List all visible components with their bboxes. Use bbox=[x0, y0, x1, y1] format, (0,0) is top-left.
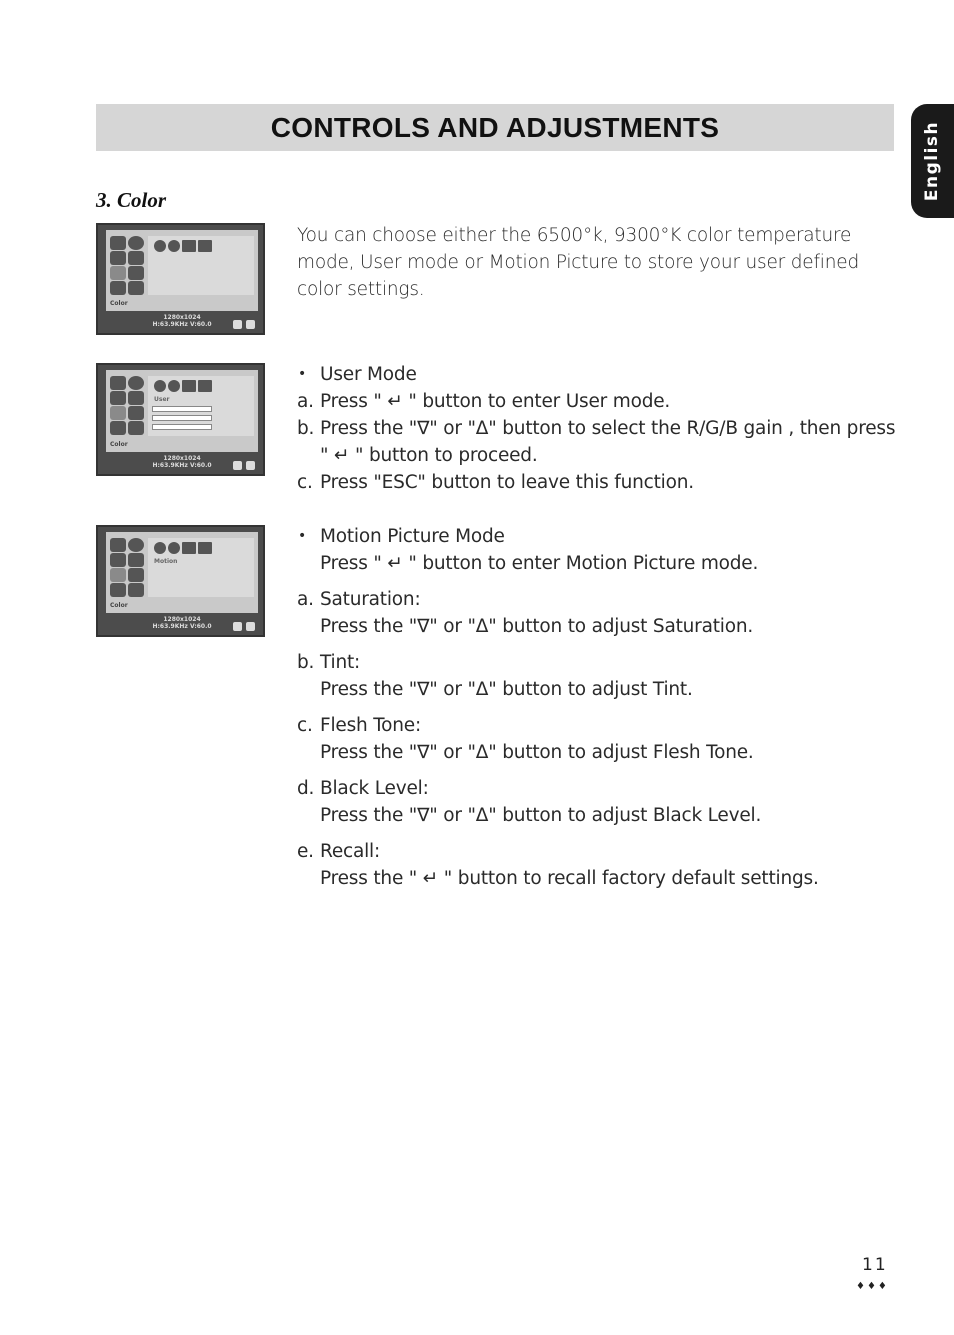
motion-mode-heading bbox=[297, 523, 897, 550]
item-marker: b. bbox=[297, 418, 315, 439]
language-tab bbox=[911, 104, 954, 218]
color-9300-icon bbox=[168, 542, 180, 554]
color-6500-icon bbox=[154, 542, 166, 554]
osd-screen bbox=[106, 370, 258, 452]
reset-icon bbox=[128, 421, 144, 435]
red-gain-bar bbox=[152, 406, 212, 412]
info-icon bbox=[128, 266, 144, 280]
osd-panel bbox=[148, 538, 254, 597]
page-title: CONTROLS AND ADJUSTMENTS bbox=[270, 111, 720, 143]
user-mode-list bbox=[297, 361, 897, 496]
osd-footer-icons bbox=[233, 320, 255, 329]
monitor-icon bbox=[128, 391, 144, 405]
list-item-desc bbox=[297, 739, 897, 766]
tool-icon bbox=[110, 391, 126, 405]
display-icon bbox=[110, 281, 126, 295]
display-icon bbox=[110, 421, 126, 435]
item-text: Press the "∇" or "Δ" button to adjust Tint. bbox=[320, 679, 693, 700]
info-icon bbox=[128, 406, 144, 420]
color-icon bbox=[110, 568, 126, 582]
osd-frequency: H:63.9KHz V:60.0 bbox=[152, 623, 212, 630]
osd-resolution: 1280x1024 bbox=[163, 616, 201, 623]
osd-footer-icons bbox=[233, 622, 255, 631]
reset-icon bbox=[128, 583, 144, 597]
list-item bbox=[297, 415, 897, 469]
spacer bbox=[297, 829, 897, 838]
info-icon bbox=[128, 568, 144, 582]
page-number: 11 bbox=[862, 1255, 888, 1275]
user-mode-title: User Mode bbox=[320, 364, 417, 385]
blue-gain-bar bbox=[152, 424, 212, 430]
motion-mode-icon bbox=[198, 380, 212, 392]
osd-screen bbox=[106, 230, 258, 311]
osd-motion-label: Motion bbox=[154, 558, 178, 565]
item-marker: c. bbox=[297, 715, 313, 736]
tool-icon bbox=[110, 251, 126, 265]
list-item-desc bbox=[297, 865, 897, 892]
osd-icon-column bbox=[110, 236, 146, 296]
motion-mode-title: Motion Picture Mode bbox=[320, 526, 505, 547]
volume-icon bbox=[246, 320, 255, 329]
item-title: Tint: bbox=[320, 652, 361, 673]
volume-icon bbox=[246, 622, 255, 631]
item-marker: a. bbox=[297, 391, 314, 412]
color-6500-icon bbox=[154, 240, 166, 252]
monitor-icon bbox=[128, 251, 144, 265]
tool-icon bbox=[110, 553, 126, 567]
item-title: Saturation: bbox=[320, 589, 421, 610]
item-marker: d. bbox=[297, 778, 315, 799]
motion-mode-list bbox=[297, 523, 897, 892]
user-mode-icon bbox=[182, 380, 196, 392]
spacer bbox=[297, 640, 897, 649]
flag-icon bbox=[233, 320, 242, 329]
item-text: Press the "∇" or "Δ" button to adjust Saturation. bbox=[320, 616, 754, 637]
list-item-desc bbox=[297, 613, 897, 640]
motion-mode-icon bbox=[198, 542, 212, 554]
osd-user-label: User bbox=[154, 396, 170, 403]
list-item bbox=[297, 712, 897, 739]
color-mode-icons bbox=[154, 380, 212, 392]
item-marker: c. bbox=[297, 472, 313, 493]
item-text: Press "ESC" button to leave this function. bbox=[320, 472, 694, 493]
item-marker: a. bbox=[297, 589, 314, 610]
list-item bbox=[297, 388, 897, 415]
rgb-gain-bars bbox=[152, 406, 212, 433]
intro-paragraph: You can choose either the 6500°k, 9300°K color temperature mode, User mode or Motion Picture to store your user defined color settings. bbox=[297, 225, 859, 300]
osd-icon-column bbox=[110, 376, 146, 436]
speaker-icon bbox=[110, 236, 126, 250]
osd-resolution: 1280x1024 bbox=[163, 455, 201, 462]
osd-footer-icons bbox=[233, 461, 255, 470]
section-title: 3. Color bbox=[96, 188, 167, 212]
user-mode-heading bbox=[297, 361, 897, 388]
list-item bbox=[297, 586, 897, 613]
bullet-marker: • bbox=[298, 528, 307, 544]
brightness-icon bbox=[128, 376, 144, 390]
list-item bbox=[297, 469, 897, 496]
osd-screenshot-motion bbox=[96, 525, 265, 637]
list-item-desc bbox=[297, 802, 897, 829]
speaker-icon bbox=[110, 376, 126, 390]
motion-mode-intro bbox=[297, 550, 897, 577]
osd-icon-column bbox=[110, 538, 146, 598]
volume-icon bbox=[246, 461, 255, 470]
osd-menu-label: Color bbox=[110, 602, 128, 609]
spacer bbox=[297, 703, 897, 712]
item-text: Press the " ↵ " button to recall factory default settings. bbox=[320, 868, 819, 889]
color-9300-icon bbox=[168, 380, 180, 392]
spacer bbox=[297, 577, 897, 586]
list-item bbox=[297, 838, 897, 865]
osd-screenshot-color bbox=[96, 223, 265, 335]
motion-mode-intro-text: Press " ↵ " button to enter Motion Picture mode. bbox=[320, 553, 759, 574]
osd-screen bbox=[106, 532, 258, 613]
motion-mode-icon bbox=[198, 240, 212, 252]
display-icon bbox=[110, 583, 126, 597]
list-item bbox=[297, 649, 897, 676]
page-ornament: ♦♦♦ bbox=[856, 1281, 889, 1292]
item-title: Flesh Tone: bbox=[320, 715, 422, 736]
osd-frequency: H:63.9KHz V:60.0 bbox=[152, 462, 212, 469]
user-mode-icon bbox=[182, 240, 196, 252]
brightness-icon bbox=[128, 236, 144, 250]
speaker-icon bbox=[110, 538, 126, 552]
monitor-icon bbox=[128, 553, 144, 567]
spacer bbox=[297, 766, 897, 775]
osd-screenshot-user bbox=[96, 363, 265, 476]
color-mode-icons bbox=[154, 542, 212, 554]
list-item bbox=[297, 775, 897, 802]
item-text: Press the "∇" or "Δ" button to adjust Black Level. bbox=[320, 805, 762, 826]
item-text: Press the "∇" or "Δ" button to select the R/G/B gain , then press " ↵ " button to proceed. bbox=[320, 418, 896, 466]
user-mode-icon bbox=[182, 542, 196, 554]
item-text: Press " ↵ " button to enter User mode. bbox=[320, 391, 671, 412]
reset-icon bbox=[128, 281, 144, 295]
osd-panel bbox=[148, 236, 254, 295]
osd-frequency: H:63.9KHz V:60.0 bbox=[152, 321, 212, 328]
item-text: Press the "∇" or "Δ" button to adjust Flesh Tone. bbox=[320, 742, 754, 763]
osd-panel bbox=[148, 376, 254, 436]
color-mode-icons bbox=[154, 240, 212, 252]
brightness-icon bbox=[128, 538, 144, 552]
item-title: Recall: bbox=[320, 841, 381, 862]
osd-menu-label: Color bbox=[110, 441, 128, 448]
item-title: Black Level: bbox=[320, 778, 429, 799]
item-marker: b. bbox=[297, 652, 315, 673]
color-icon bbox=[110, 406, 126, 420]
flag-icon bbox=[233, 622, 242, 631]
header-bar bbox=[96, 104, 894, 151]
item-marker: e. bbox=[297, 841, 314, 862]
language-tab-label: English bbox=[922, 120, 943, 202]
color-icon bbox=[110, 266, 126, 280]
bullet-marker: • bbox=[298, 366, 307, 382]
green-gain-bar bbox=[152, 415, 212, 421]
color-6500-icon bbox=[154, 380, 166, 392]
osd-menu-label: Color bbox=[110, 300, 128, 307]
osd-resolution: 1280x1024 bbox=[163, 314, 201, 321]
flag-icon bbox=[233, 461, 242, 470]
color-9300-icon bbox=[168, 240, 180, 252]
list-item-desc bbox=[297, 676, 897, 703]
